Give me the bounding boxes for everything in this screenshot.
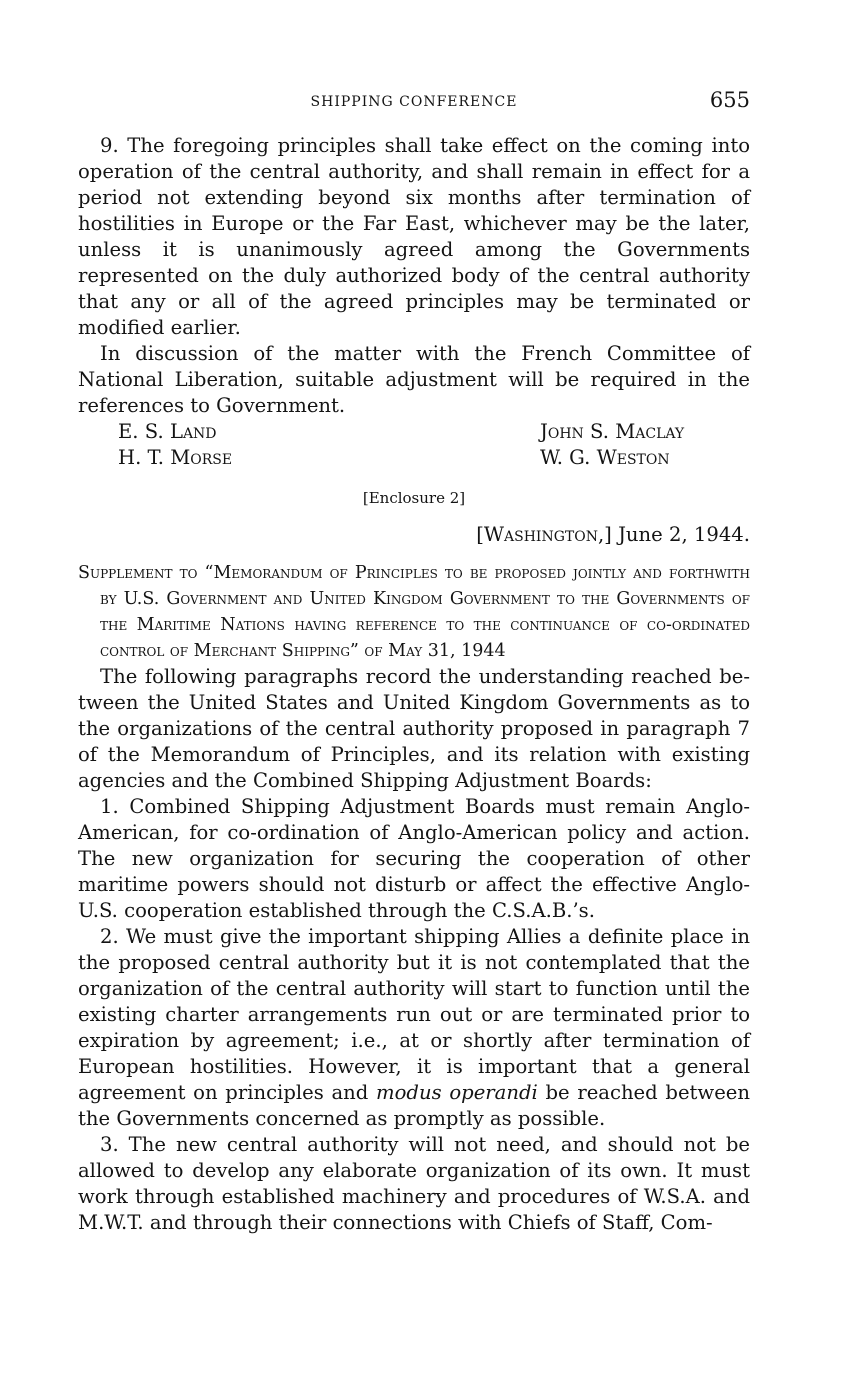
signature-row-1 — [78, 419, 750, 445]
point-2-text: 2. We must give the important shipping Allies a definite place in the proposed central authority but it is not contemplated that the organization of the central authority will start to function until the existing charter arrangements run out or are terminated prior to expiration by agreement; i.e., at or shortly after termination of European hostilities. However, it is important that a general agreement on principles and — [78, 925, 750, 1104]
running-header — [78, 88, 750, 118]
running-title: SHIPPING CONFERENCE — [310, 94, 518, 110]
supplement-heading: Supplement to “Memorandum of Principles to be proposed jointly and forthwith by U.S. Government and United Kingdom Government to the Governments of the Maritime Nations having reference to the continuance of co-ordinated control of Merchant Shipping” of May 31, 1944 — [78, 563, 750, 661]
signature-morse: H. T. Morse — [118, 446, 233, 469]
page-number: 655 — [709, 88, 750, 112]
date-value: June 2, 1944. — [618, 523, 750, 546]
body-text — [78, 133, 750, 1236]
enclosure-label: [Enclosure 2] — [362, 489, 466, 507]
signature-weston: W. G. Weston — [540, 446, 670, 469]
point-1: 1. Combined Shipping Adjustment Boards must remain Anglo-American, for co-ordination of Anglo-American policy and action. The new organization for securing the cooperation of other maritime powers should not disturb or affect the effective Anglo-U.S. cooperation established through the C.S.A.B.’s. — [78, 795, 750, 922]
point-3: 3. The new central authority will not need, and should not be allowed to develop any elaborate organization of its own. It must work through established machinery and procedures of W.S.A. and M.W.T. and through their connections with Chiefs of Staff, Com- — [78, 1133, 750, 1234]
intro-paragraph: The following paragraphs record the understanding reached between the United States and United Kingdom Governments as to the organizations of the central authority proposed in paragraph 7 of the Memorandum of Principles, and its relation with existing agencies and the Combined Shipping Adjustment Boards: — [78, 665, 750, 792]
signature-row-2 — [78, 445, 750, 471]
paragraph-9: 9. The foregoing principles shall take effect on the coming into operation of the central authority, and shall remain in effect for a period not extending beyond six months after termination of hostilities in Europe or the Far East, whichever may be the later, unless it is unanimously agreed among the Governments represented on the duly authorized body of the central authority that any or all of the agreed principles may be terminated or modified earlier. — [78, 134, 750, 339]
date-place: [Washington,] — [476, 523, 612, 546]
paragraph-french-committee: In discussion of the matter with the French Committee of National Liberation, suitable adjustment will be required in the references to Government. — [78, 342, 750, 417]
point-2 — [78, 924, 750, 1132]
point-2-italic: modus operandi — [376, 1081, 538, 1104]
signature-land: E. S. Land — [118, 420, 217, 443]
date-line — [78, 522, 750, 548]
point-2-text-end: be reached between the Governments concerned as promptly as possible. — [78, 1081, 750, 1130]
signature-maclay: John S. Maclay — [540, 420, 685, 443]
